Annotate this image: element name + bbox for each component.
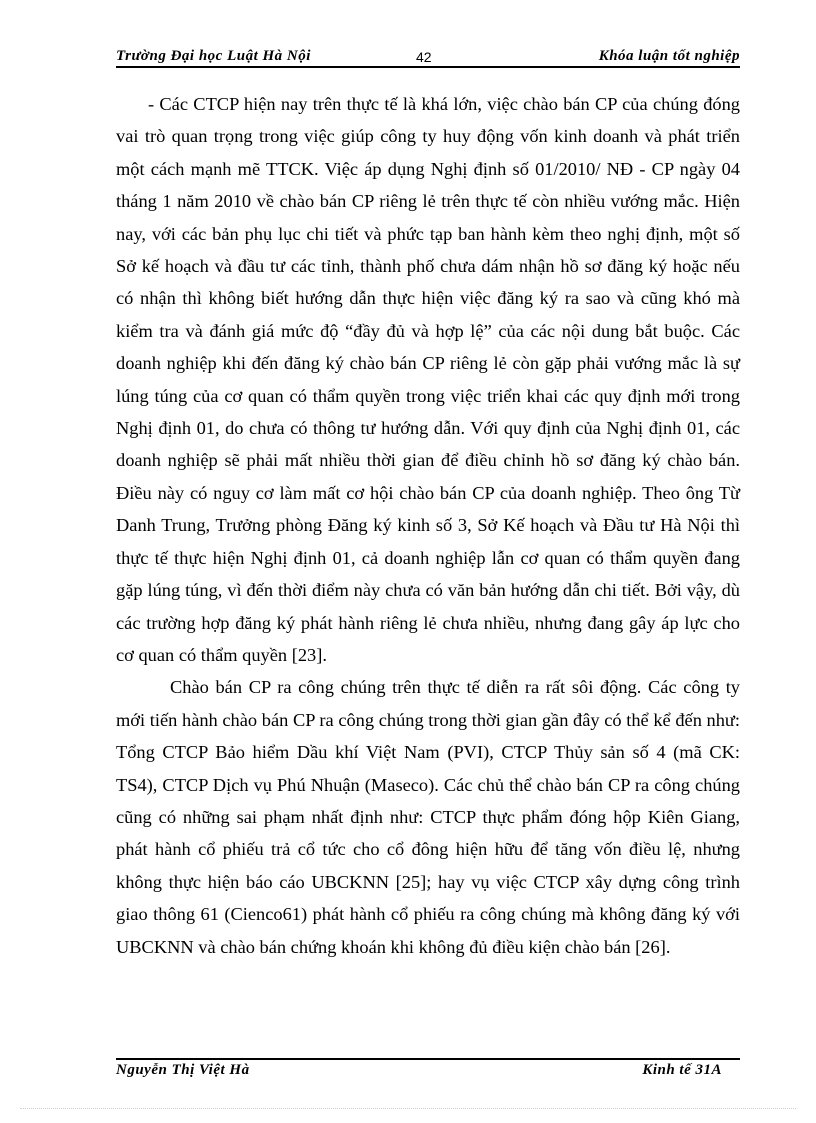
- footer-class: Kinh tế 31A: [642, 1062, 722, 1078]
- header-university: Trường Đại học Luật Hà Nội: [116, 48, 311, 64]
- header-thesis-type: Khóa luận tốt nghiệp: [598, 48, 740, 64]
- body-text: [116, 88, 740, 963]
- paragraph-1: - Các CTCP hiện nay trên thực tế là khá lớn, việc chào bán CP của chúng đóng vai trò quan trọng trong việc giúp công ty huy động vốn kinh doanh và phát triển một cách mạnh mẽ TTCK. Việc áp dụng Nghị định số 01/2010/ NĐ - CP ngày 04 tháng 1 năm 2010 về chào bán CP riêng lẻ trên thực tế còn nhiều vướng mắc. Hiện nay, với các bản phụ lục chi tiết và phức tạp ban hành kèm theo nghị định, một số Sở kế hoạch và đầu tư các tỉnh, thành phố chưa dám nhận hồ sơ đăng ký hoặc nếu có nhận thì không biết hướng dẫn thực hiện việc đăng ký ra sao và cũng khó mà kiểm tra và đánh giá mức độ “đầy đủ và hợp lệ” của các nội dung bắt buộc. Các doanh nghiệp khi đến đăng ký chào bán CP riêng lẻ còn gặp phải vướng mắc là sự lúng túng của cơ quan có thẩm quyền trong việc triển khai các quy định mới trong Nghị định 01, do chưa có thông tư hướng dẫn. Với quy định của Nghị định 01, các doanh nghiệp sẽ phải mất nhiều thời gian để điều chỉnh hồ sơ đăng ký chào bán. Điều này có nguy cơ làm mất cơ hội chào bán CP của doanh nghiệp. Theo ông Từ Danh Trung, Trưởng phòng Đăng ký kinh số 3, Sở Kế hoạch và Đầu tư Hà Nội thì thực tế thực hiện Nghị định 01, cả doanh nghiệp lẫn cơ quan có thẩm quyền đang gặp lúng túng, vì đến thời điểm này chưa có văn bản hướng dẫn chi tiết. Bởi vậy, dù các trường hợp đăng ký phát hành riêng lẻ chưa nhiều, nhưng đang gây áp lực cho cơ quan có thẩm quyền [23].: [116, 94, 740, 665]
- page-number: 42: [416, 49, 432, 65]
- paragraph-2: Chào bán CP ra công chúng trên thực tế diễn ra rất sôi động. Các công ty mới tiến hành chào bán CP ra công chúng trong thời gian gần đây có thể kể đến như: Tổng CTCP Bảo hiểm Dầu khí Việt Nam (PVI), CTCP Thủy sản số 4 (mã CK: TS4), CTCP Dịch vụ Phú Nhuận (Maseco). Các chủ thể chào bán CP ra công chúng cũng có những sai phạm nhất định như: CTCP thực phẩm đóng hộp Kiên Giang, phát hành cổ phiếu trả cổ tức cho cổ đông hiện hữu để tăng vốn điều lệ, nhưng không thực hiện báo cáo UBCKNN [25]; hay vụ việc CTCP xây dựng công trình giao thông 61 (Cienco61) phát hành cổ phiếu ra công chúng mà không đăng ký với UBCKNN và chào bán chứng khoán khi không đủ điều kiện chào bán [26].: [116, 677, 740, 957]
- page-footer: [116, 1058, 740, 1082]
- page-header: [116, 46, 740, 68]
- footer-author: Nguyễn Thị Việt Hà: [116, 1062, 250, 1078]
- page-bottom-divider: [20, 1108, 796, 1109]
